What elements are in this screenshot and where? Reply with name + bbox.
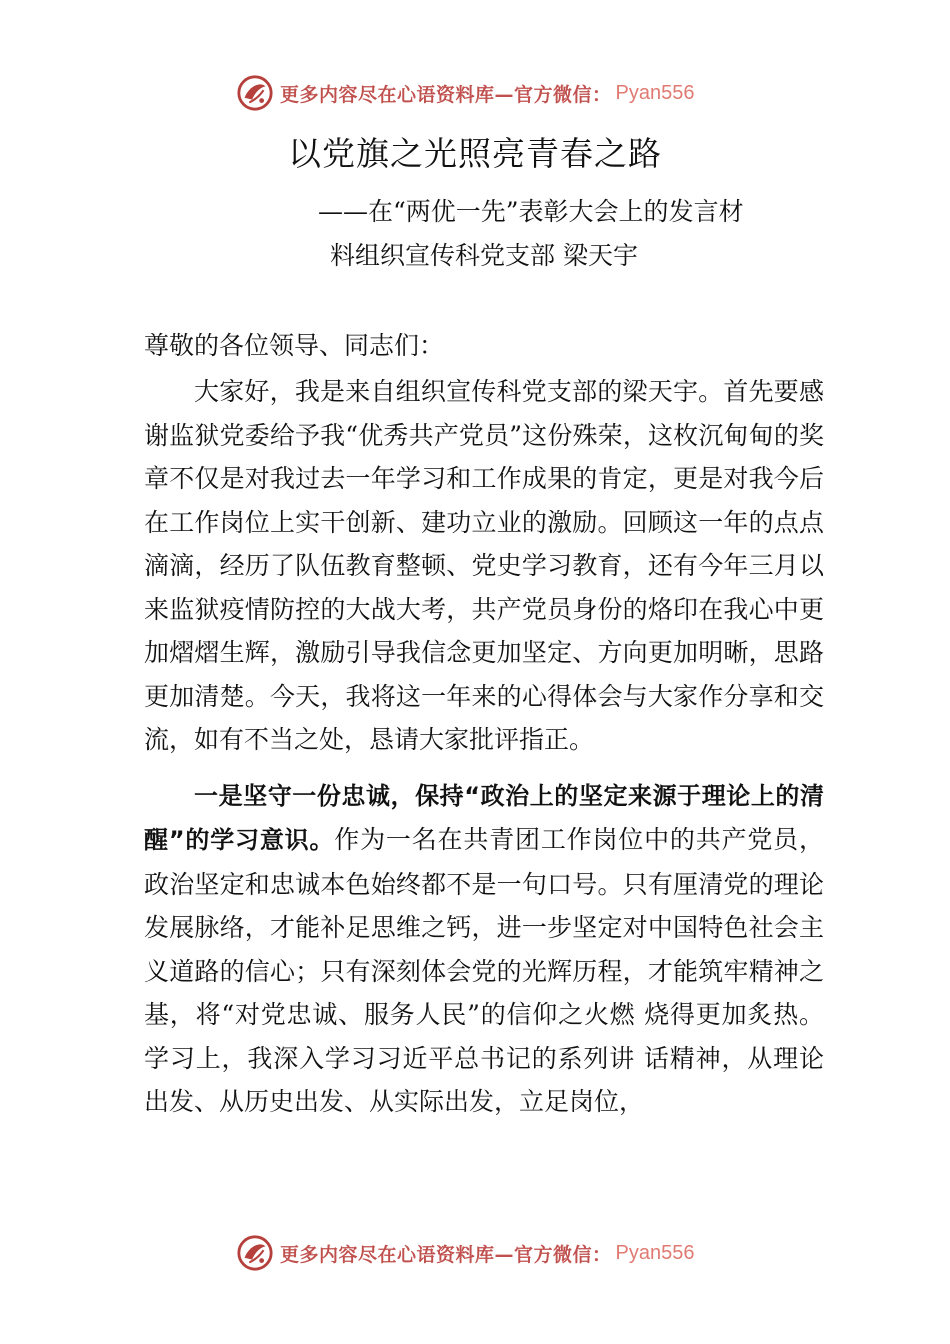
watermark-wechat-id: Pyan556 <box>615 81 695 104</box>
watermark-banner-bottom <box>236 1233 756 1273</box>
document-subtitle: ——在“两优一先”表彰大会上的发言材 <box>318 197 744 226</box>
salutation: 尊敬的各位领导、同志们： <box>144 331 445 360</box>
document-byline: 料组织宣传科党支部 梁天宇 <box>330 241 638 270</box>
document-body <box>144 370 824 1124</box>
watermark-wechat-id: Pyan556 <box>615 1241 695 1264</box>
brand-logo-icon <box>236 1234 274 1272</box>
paragraph-point-one <box>144 774 824 1124</box>
document-title: 以党旗之光照亮青春之路 <box>288 134 662 173</box>
watermark-banner-top <box>236 73 756 113</box>
paragraph-intro: 大家好，我是来自组织宣传科党支部的梁天宇。首先要感谢监狱党委给予我“优秀共产党员”这份殊荣，这枚沉甸甸的奖章不仅是对我过去一年学习和工作成果的肯定，更是对我今后在工作岗位上实干创新、建功立业的激励。回顾这一年的点点滴滴，经历了队伍教育整顿、党史学习教育，还有今年三月以来监狱疫情防控的大战大考，共产党员身份的烙印在我心中更加熠熠生辉，激励引导我信念更加坚定、方向更加明晰，思路更加清楚。今天，我将这一年来的心得体会与大家作分享和交流，如有不当之处，恳请大家批评指正。 <box>144 377 824 754</box>
watermark-text: 更多内容尽在心语资料库—官方微信： <box>280 1243 612 1266</box>
brand-logo-icon <box>236 74 274 112</box>
paragraph-point-one-body: 作为一名在共青团工作岗位中的共产党员，政治坚定和忠诚本色始终都不是一句口号。只有厘清党的理论发展脉络，才能补足思维之钙，进一步坚定对中国特色社会主义道路的信心；只有深刻体会党的光辉历程，才能筑牢精神之基，将“对党忠诚、服务人民”的信仰之火燃 烧得更加炙热。学习上，我深入学习习近平总书记的系列讲 话精神，从理论出发、从历史出发、从实际出发，立足岗位， <box>144 825 824 1116</box>
paragraph-point-one-heading: 一是坚守一份忠诚，保持“政治上的坚定来源于理论上的清醒”的学习意识。 <box>144 781 824 854</box>
watermark-text: 更多内容尽在心语资料库—官方微信： <box>280 83 612 106</box>
